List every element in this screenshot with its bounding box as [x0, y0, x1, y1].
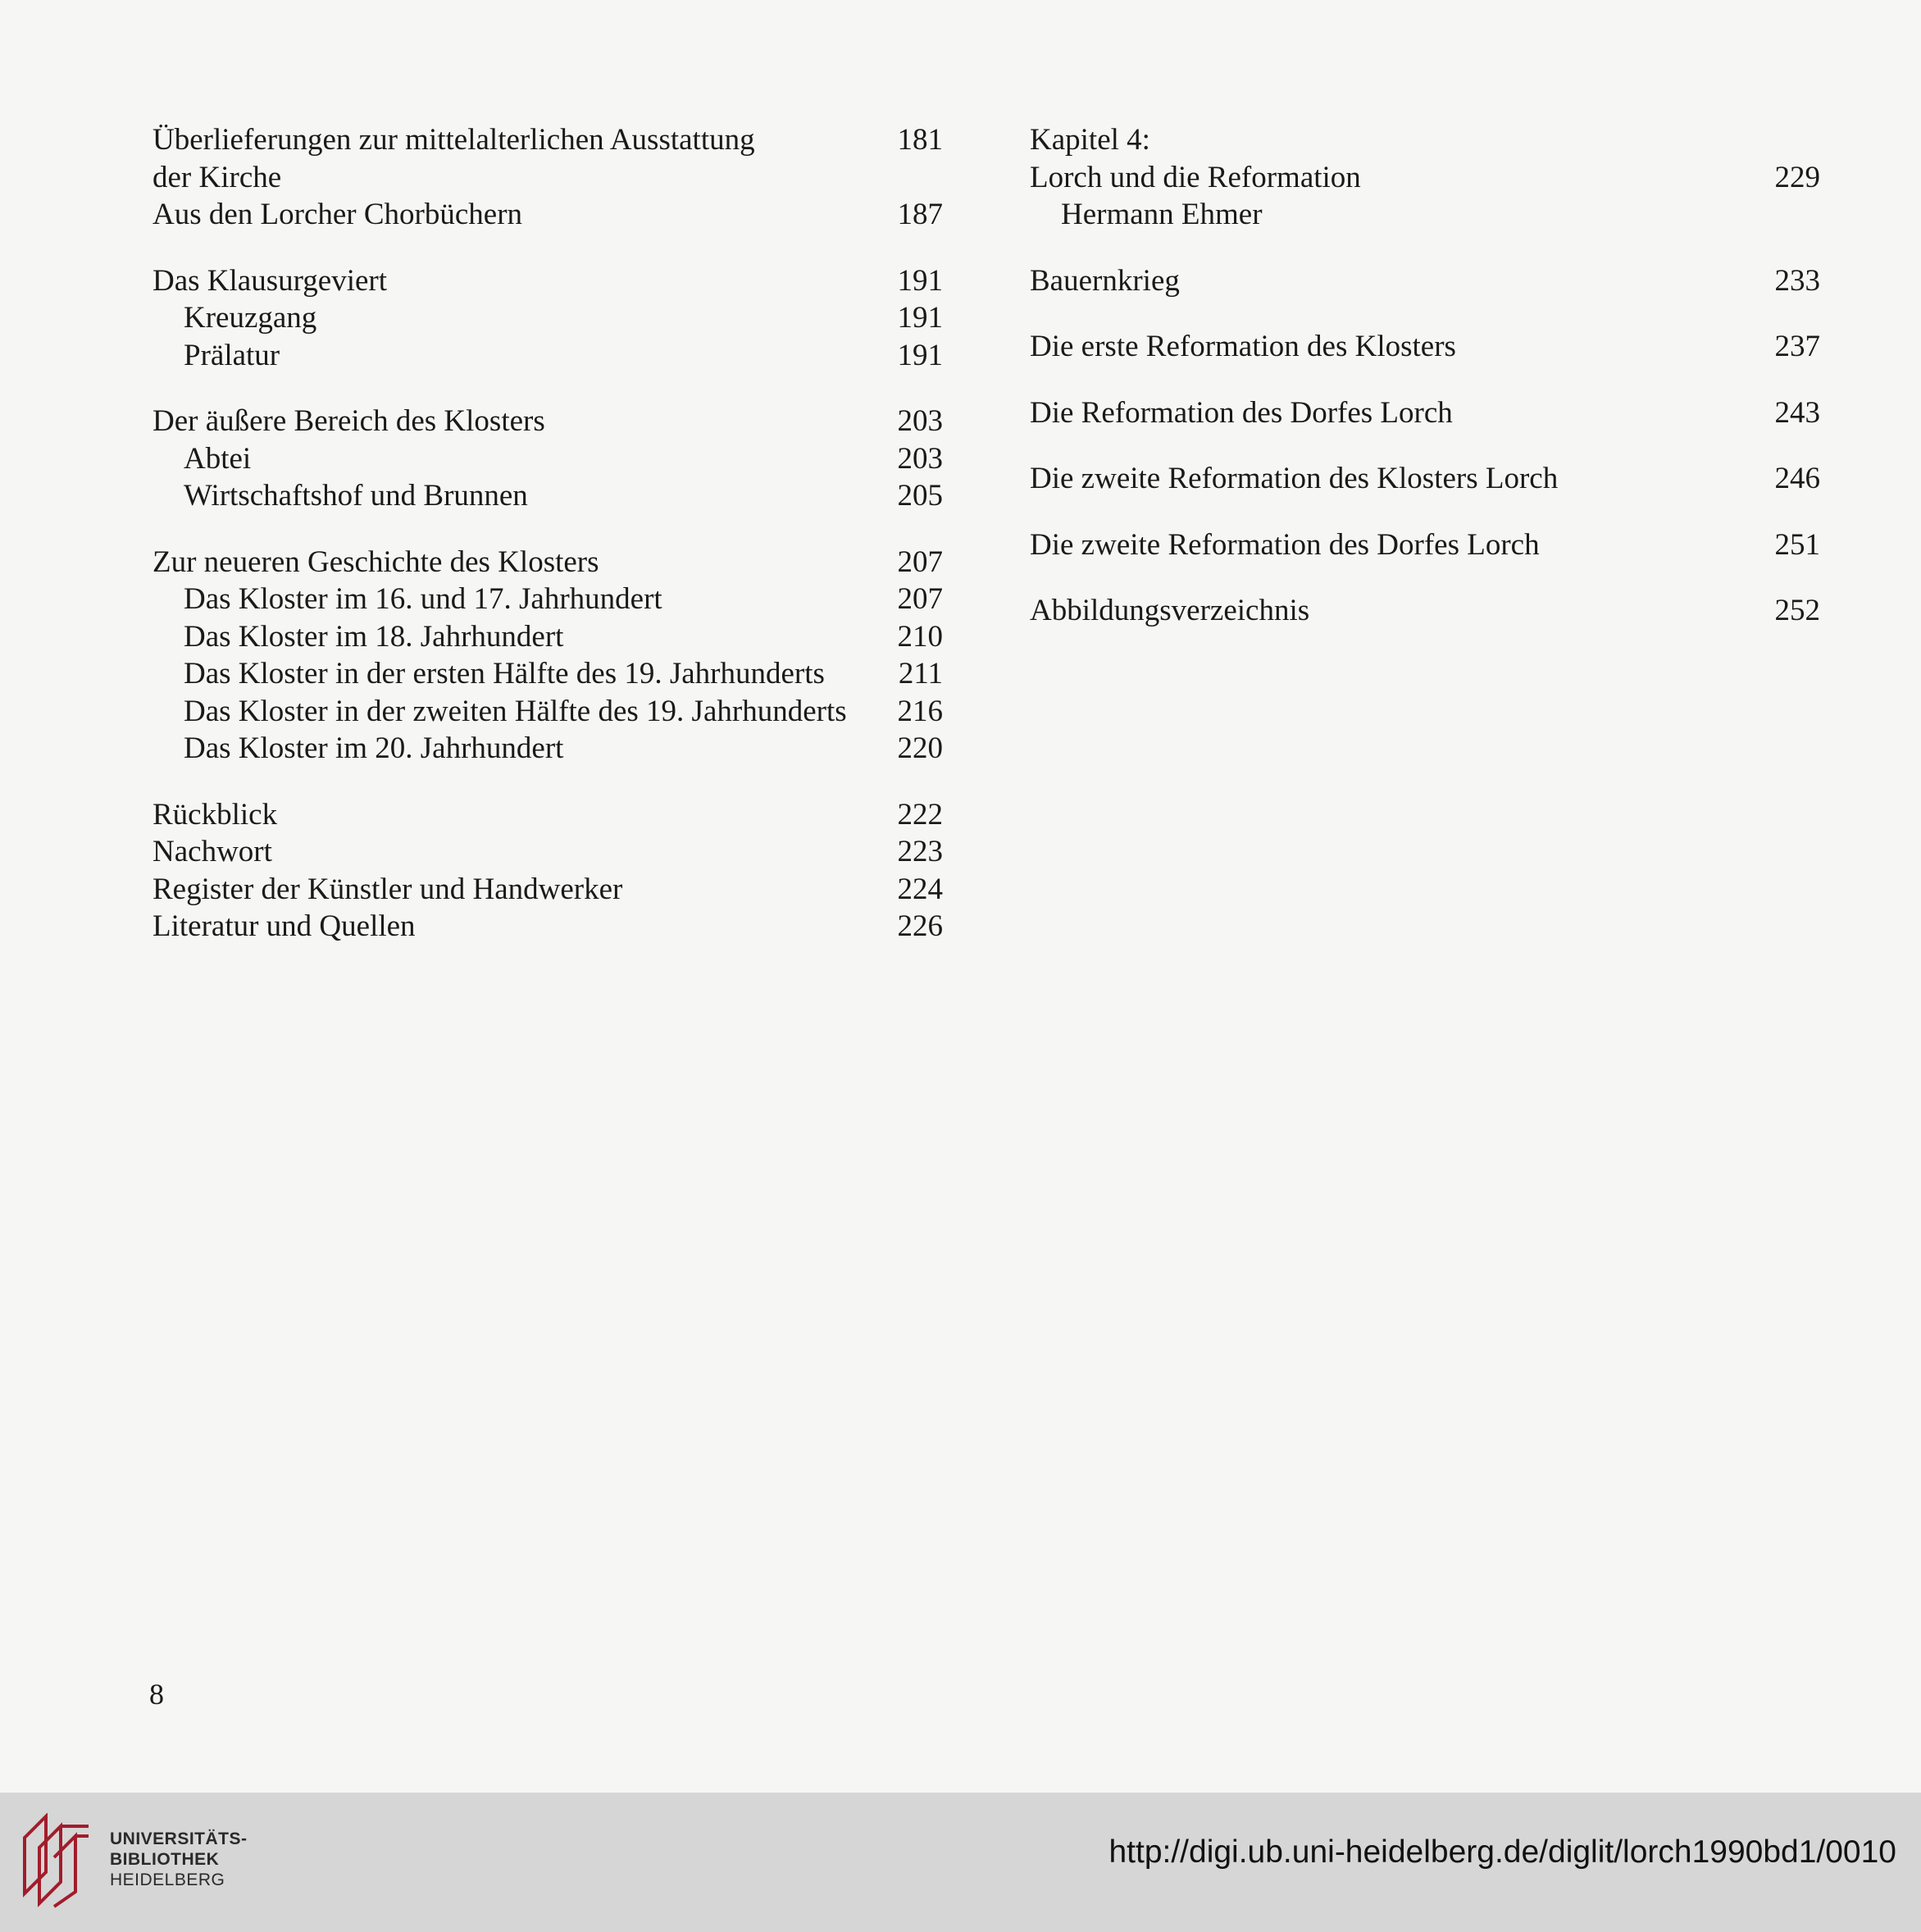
toc-entry	[1030, 394, 1820, 432]
toc-entry-title: Das Klausurgeviert	[152, 263, 387, 298]
toc-entry-page: 191	[897, 263, 943, 298]
toc-entry-title: Register der Künstler und Handwerker	[152, 872, 623, 906]
toc-entry-title: Aus den Lorcher Chorbüchern	[152, 198, 523, 231]
toc-group	[152, 121, 943, 234]
toc-entry-page: 237	[1774, 330, 1820, 363]
toc-entry	[152, 196, 943, 234]
toc-entry-page: 220	[897, 731, 943, 765]
toc-entry	[152, 544, 943, 581]
toc-entry-page: 223	[897, 835, 943, 868]
toc-subentry	[152, 440, 943, 478]
toc-entry	[152, 159, 943, 197]
toc-entry-page: 243	[1774, 395, 1820, 430]
toc-entry	[1030, 592, 1820, 630]
toc-entry	[152, 262, 943, 300]
library-footer	[0, 1793, 1921, 1932]
toc-entry-page: 181	[897, 123, 943, 157]
toc-entry-title: Zur neueren Geschichte des Klosters	[152, 545, 599, 579]
toc-entry-page: 211	[898, 657, 943, 690]
toc-entry-title: Wirtschaftshof und Brunnen	[184, 479, 528, 513]
toc-entry-page: 191	[897, 301, 943, 335]
toc-entry	[1030, 121, 1820, 159]
toc-entry-page: 203	[897, 441, 943, 476]
library-logo-icon	[21, 1813, 92, 1908]
toc-entry-page: 252	[1774, 594, 1820, 627]
toc-entry-title: der Kirche	[152, 160, 282, 194]
toc-entry	[1030, 262, 1820, 300]
toc-entry-page: 229	[1774, 160, 1820, 194]
toc-entry-page: 226	[897, 909, 943, 943]
toc-subentry	[152, 299, 943, 337]
toc-entry-page: 191	[897, 338, 943, 372]
toc-entry-title: Die zweite Reformation des Dorfes Lorch	[1030, 527, 1540, 562]
toc-group	[1030, 592, 1820, 630]
toc-entry-title: Das Kloster in der zweiten Hälfte des 19. Jahrhunderts	[184, 694, 847, 728]
toc-group	[1030, 526, 1820, 564]
page-number: 8	[149, 1678, 164, 1711]
toc-entry-title: Die Reformation des Dorfes Lorch	[1030, 395, 1453, 430]
toc-entry	[152, 121, 943, 159]
toc-entry-page: 207	[897, 545, 943, 579]
toc-entry-title: Die zweite Reformation des Klosters Lorch	[1030, 462, 1559, 495]
toc-subentry	[152, 693, 943, 731]
library-name-line1: UNIVERSITÄTS-	[110, 1829, 248, 1848]
toc-entry-title: Das Kloster im 18. Jahrhundert	[184, 619, 564, 654]
toc-entry-page: 222	[897, 797, 943, 832]
toc-entry-title: Rückblick	[152, 797, 278, 832]
toc-entry	[1030, 460, 1820, 498]
toc-subentry	[152, 655, 943, 693]
toc-entry-title: Literatur und Quellen	[152, 909, 416, 943]
toc-entry-title: Die erste Reformation des Klosters	[1030, 330, 1456, 363]
toc-entry-title: Das Kloster im 16. und 17. Jahrhundert	[184, 582, 662, 616]
toc-entry-title: Hermann Ehmer	[1061, 198, 1263, 231]
toc-entry-page: 203	[897, 404, 943, 438]
toc-entry-page: 187	[897, 198, 943, 231]
toc-entry-title: Nachwort	[152, 835, 272, 868]
toc-group	[1030, 460, 1820, 498]
toc-subentry	[152, 337, 943, 375]
toc-entry-page: 205	[897, 479, 943, 513]
toc-entry-title: Der äußere Bereich des Klosters	[152, 404, 545, 438]
toc-group	[1030, 394, 1820, 432]
toc-entry-title: Überlieferungen zur mittelalterlichen Ausstattung	[152, 123, 755, 157]
toc-entry-page: 216	[897, 694, 943, 728]
toc-entry	[1030, 159, 1820, 197]
source-url-link[interactable]: http://digi.ub.uni-heidelberg.de/diglit/lorch1990bd1/0010	[1108, 1834, 1896, 1870]
toc-group	[152, 403, 943, 515]
toc-group	[152, 262, 943, 375]
toc-entry-page: 233	[1774, 263, 1820, 298]
toc-entry	[152, 871, 943, 909]
toc-group	[1030, 328, 1820, 366]
toc-entry-title: Abtei	[184, 441, 252, 476]
toc-entry-title: Kapitel 4:	[1030, 123, 1150, 157]
toc-entry-page: 251	[1774, 527, 1820, 562]
toc-entry-title: Kreuzgang	[184, 301, 317, 335]
toc-entry	[1030, 328, 1820, 366]
toc-subentry	[1030, 196, 1820, 234]
library-name	[110, 1829, 248, 1890]
toc-group	[1030, 121, 1820, 234]
toc-entry	[1030, 526, 1820, 564]
toc-subentry	[152, 581, 943, 618]
toc-subentry	[152, 477, 943, 515]
toc-entry-title: Abbildungsverzeichnis	[1030, 594, 1310, 627]
toc-entry-page: 246	[1774, 462, 1820, 495]
library-name-line2: BIBLIOTHEK	[110, 1850, 220, 1869]
toc-entry	[152, 403, 943, 440]
toc-entry-title: Bauernkrieg	[1030, 263, 1180, 298]
toc-right-column	[1030, 121, 1820, 658]
toc-entry-page: 224	[897, 872, 943, 906]
library-name-line3: HEIDELBERG	[110, 1870, 225, 1889]
toc-group	[1030, 262, 1820, 300]
toc-entry-title: Das Kloster im 20. Jahrhundert	[184, 731, 564, 765]
toc-entry-page: 207	[897, 582, 943, 616]
toc-left-column	[152, 121, 943, 974]
toc-group	[152, 796, 943, 945]
toc-entry	[152, 833, 943, 871]
toc-subentry	[152, 730, 943, 768]
toc-subentry	[152, 618, 943, 656]
toc-entry	[152, 908, 943, 945]
toc-entry-page: 210	[897, 619, 943, 654]
toc-group	[152, 544, 943, 768]
toc-entry-title: Das Kloster in der ersten Hälfte des 19. Jahrhunderts	[184, 657, 825, 690]
toc-entry-title: Lorch und die Reformation	[1030, 160, 1361, 194]
toc-entry	[152, 796, 943, 834]
toc-entry-title: Prälatur	[184, 338, 280, 372]
